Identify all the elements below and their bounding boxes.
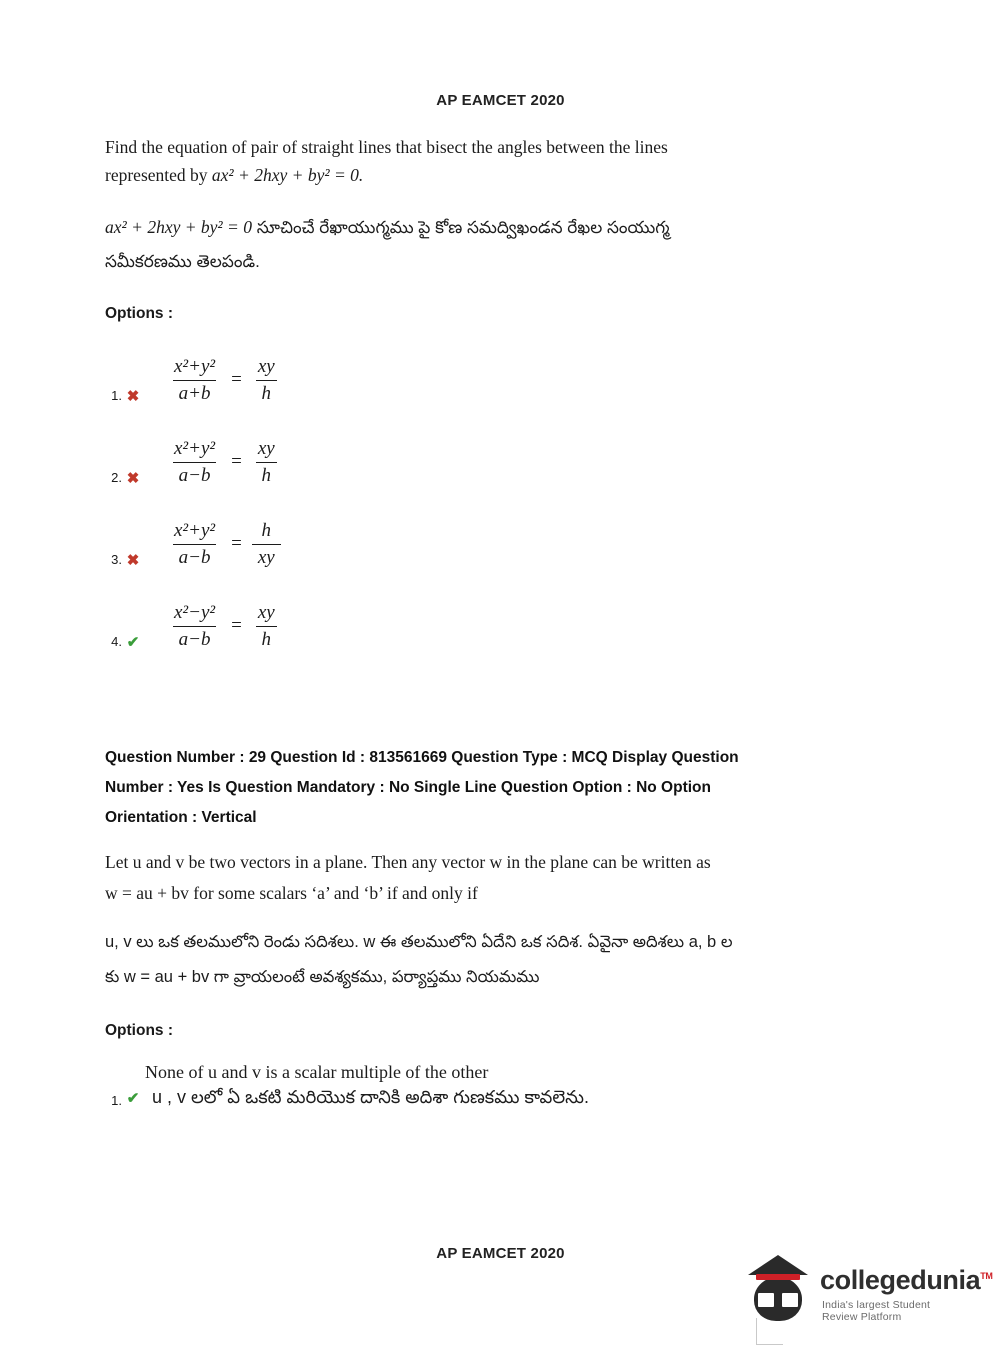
fraction-numerator: x²−y²	[174, 601, 216, 623]
question-2-meta-line-3: Orientation : Vertical	[105, 809, 257, 827]
question-2-telugu	[105, 925, 896, 996]
graduation-cap-icon	[748, 1255, 808, 1275]
equals-sign: =	[231, 369, 242, 391]
fraction-denominator: a−b	[173, 626, 217, 651]
page-corner-mark	[756, 1318, 783, 1345]
fraction-right	[252, 356, 281, 405]
question-1-stem-line-2-prefix: represented by	[105, 165, 212, 186]
question-2-telugu-line-1: u, v లు ఒక తలములోని రెండు సదిశలు. w ఈ తలములోని ఏదేని ఒక సదిశ. ఏవైనా అదిశలు a, b ల	[105, 932, 733, 951]
question-2-meta-line-1: Question Number : 29 Question Id : 813561669 Question Type : MCQ Display Question	[105, 748, 739, 766]
fraction-numerator: x²+y²	[174, 437, 216, 459]
fraction-right	[252, 602, 281, 651]
equals-sign: =	[231, 615, 242, 637]
question-2-block	[105, 743, 896, 1112]
question-2-option-1[interactable]	[105, 1087, 896, 1112]
glasses-left-lens-icon	[756, 1291, 776, 1309]
question-2-stem-line-1: Let u and v be two vectors in a plane. Then any vector w in the plane can be written as	[105, 852, 711, 873]
question-1-telugu	[105, 210, 896, 279]
question-1-option-3[interactable]	[105, 513, 896, 569]
question-1-option-1[interactable]	[105, 349, 896, 405]
option-number: 2.	[111, 469, 122, 485]
cross-icon: ✖	[126, 469, 140, 487]
option-number: 1.	[111, 1092, 122, 1108]
fraction-denominator: a+b	[173, 380, 217, 405]
option-number: 1.	[111, 387, 122, 403]
glasses-right-lens-icon	[780, 1291, 800, 1309]
equals-sign: =	[231, 533, 242, 555]
question-1-stem-line-1: Find the equation of pair of straight lines that bisect the angles between the lines	[105, 137, 668, 157]
fraction-denominator: a−b	[173, 462, 217, 487]
question-1-telugu-text-1: సూచించే రేఖాయుగ్మము పై కోణ సమద్విఖండన రేఖల సంయుగ్మ	[256, 217, 670, 237]
fraction-left	[168, 438, 221, 487]
question-1-block	[105, 133, 896, 651]
logo-word-college: college	[820, 1265, 911, 1295]
fraction-numerator: xy	[257, 355, 275, 377]
logo-tagline: India's largest Student Review Platform	[822, 1299, 931, 1323]
cross-icon: ✖	[126, 387, 140, 405]
fraction-numerator: xy	[257, 601, 275, 623]
option-formula	[162, 438, 287, 487]
option-number: 4.	[111, 633, 122, 649]
logo-trademark: TM	[980, 1271, 993, 1281]
question-2-meta-line-2: Number : Yes Is Question Mandatory : No Single Line Question Option : No Option	[105, 778, 711, 796]
graduate-avatar-icon	[742, 1255, 814, 1321]
question-2-stem-line-2: w = au + bv for some scalars ‘a’ and ‘b’ if and only if	[105, 882, 478, 903]
logo-wordmark	[820, 1265, 992, 1296]
fraction-numerator: h	[261, 519, 271, 541]
fraction-left	[168, 356, 221, 405]
question-1-option-2[interactable]	[105, 431, 896, 487]
page-footer-title: AP EAMCET 2020	[436, 1245, 565, 1262]
fraction-numerator: x²+y²	[174, 355, 216, 377]
page-header-title: AP EAMCET 2020	[436, 92, 565, 109]
option-number: 3.	[111, 551, 122, 567]
option-formula	[162, 602, 287, 651]
question-1-telugu-line-2: సమీకరణము తెలపండి.	[105, 251, 260, 271]
fraction-denominator: h	[256, 462, 278, 487]
fraction-denominator: a−b	[173, 544, 217, 569]
fraction-numerator: x²+y²	[174, 519, 216, 541]
question-1-option-4[interactable]	[105, 595, 896, 651]
fraction-numerator: xy	[257, 437, 275, 459]
fraction-right	[252, 438, 281, 487]
cross-icon: ✖	[126, 551, 140, 569]
question-1-telugu-line-1	[105, 210, 896, 245]
check-icon: ✔	[126, 633, 140, 651]
question-1-stem	[105, 133, 896, 190]
question-1-options-label: Options :	[105, 304, 174, 322]
check-icon: ✔	[126, 1089, 140, 1107]
question-2-option-1-telugu: u , v లలో ఏ ఒకటి మరియొక దానికి అదిశా గుణకము కావలెను.	[152, 1086, 589, 1107]
question-2-stem	[105, 847, 896, 908]
logo-word-dunia: dunia	[910, 1265, 981, 1295]
question-2-metadata	[105, 743, 896, 834]
fraction-denominator: h	[256, 380, 278, 405]
question-2-telugu-line-2: కు w = au + bv గా వ్రాయలంటే అవశ్యకము, పర్యాప్తము నియమము	[105, 968, 540, 987]
option-formula	[162, 520, 287, 569]
fraction-left	[168, 602, 221, 651]
fraction-denominator: xy	[252, 544, 281, 569]
question-1-telugu-math: ax² + 2hxy + by² = 0	[105, 216, 252, 237]
fraction-right	[252, 520, 281, 569]
equals-sign: =	[231, 451, 242, 473]
question-2-options-label: Options :	[105, 1021, 174, 1039]
fraction-left	[168, 520, 221, 569]
glasses-bridge	[774, 1297, 782, 1299]
cap-band	[756, 1274, 800, 1280]
question-1-stem-line-2-math: ax² + 2hxy + by² = 0.	[211, 165, 364, 186]
question-1-stem-line-2	[105, 161, 896, 189]
question-2-option-1-english: None of u and v is a scalar multiple of the other	[145, 1061, 489, 1082]
fraction-denominator: h	[256, 626, 278, 651]
option-formula	[162, 356, 287, 405]
